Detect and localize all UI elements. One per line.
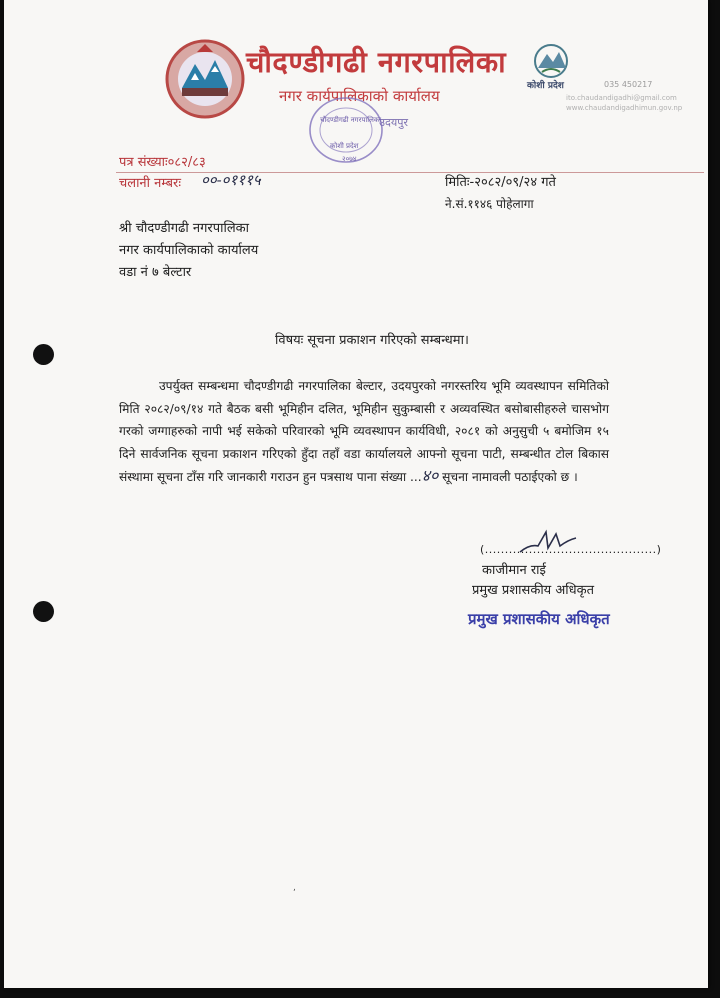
seal-line-1: चौदण्डीगढी नगरपालिका (320, 116, 382, 124)
office-subtitle: नगर कार्यपालिकाको कार्यालय (279, 87, 440, 105)
office-address: उदयपुर (379, 116, 408, 129)
signatory-name: काजीमान राई (482, 563, 546, 578)
chalani-label: चलानी नम्बरः (119, 176, 181, 191)
stray-mark: , (293, 883, 296, 893)
koshi-province-logo-icon (528, 42, 574, 80)
phone-number: 035 450217 (604, 80, 653, 89)
letter-date: मितिः-२०८२/०९/२४ गते (445, 175, 556, 190)
letter-number: पत्र संख्याः०८२/८३ (119, 155, 206, 170)
letter-subject: विषयः सूचना प्रकाशन गरिएको सम्बन्धमा। (275, 333, 469, 348)
signatory-title-stamp: प्रमुख प्रशासकीय अधिकृत (468, 610, 610, 628)
email-line: ito.chaudandigadhi@gmail.com (566, 94, 677, 102)
letter-body (119, 375, 609, 489)
body-text-end: सूचना नामावली पठाईएको छ । (438, 470, 578, 485)
signature-line: (...........................................) (480, 543, 662, 556)
page-count-handwritten: ४० (421, 466, 439, 486)
body-text-main: उपर्युक्त सम्बन्धमा चौदण्डीगढी नगरपालिका बेल्टार, उदयपुरको नगरस्तरिय भूमि व्यवस्थापन समितिको मिति २०८२/०९/१४ गते बैठक बसी भूमिहीन दलित, भूमिहीन सुकुम्बासी र अव्यवस्थित बसोबासीहरुले चासभोग गरको जग्गाहरुको नापी भई सकेको परिवारको भूमि व्यवस्थापन कार्यविधी, २०८१ को अनुसुची ५ बमोजिम १५ दिने सार्वजनिक सूचना प्रकाशन गरिएको हुँदा तहाँ वडा कार्यालयले आफ्नो सूचना पाटी, सम्बन्धीत टोल बिकास संस्थामा सूचना टाँस गरि जानकारी गराउन हुन पत्रसाथ पाना संख्या ... (119, 379, 609, 485)
municipality-title: चौदण्डीगढी नगरपालिका (246, 45, 507, 79)
chalani-number-handwritten: ००-०१११५ (201, 171, 261, 189)
recipient-line-1: श्री चौदण्डीगढी नगरपालिका (119, 221, 249, 236)
punch-hole-bottom (33, 601, 54, 622)
province-logo-label: कोशी प्रदेश (527, 81, 564, 91)
punch-hole-top (33, 344, 54, 365)
letter-paper (4, 0, 708, 988)
seal-line-3: २०७४ (342, 155, 357, 163)
recipient-line-3: वडा नं ७ बेल्टार (119, 265, 192, 280)
seal-line-2: कोशी प्रदेश (330, 142, 359, 150)
municipality-emblem-icon (164, 38, 246, 120)
website-line: www.chaudandigadhimun.gov.np (566, 104, 683, 112)
recipient-line-2: नगर कार्यपालिकाको कार्यालय (119, 243, 259, 258)
nepal-sambat-date: ने.सं.११४६ पोहेलागा (445, 197, 534, 211)
signatory-title: प्रमुख प्रशासकीय अधिकृत (472, 583, 595, 598)
